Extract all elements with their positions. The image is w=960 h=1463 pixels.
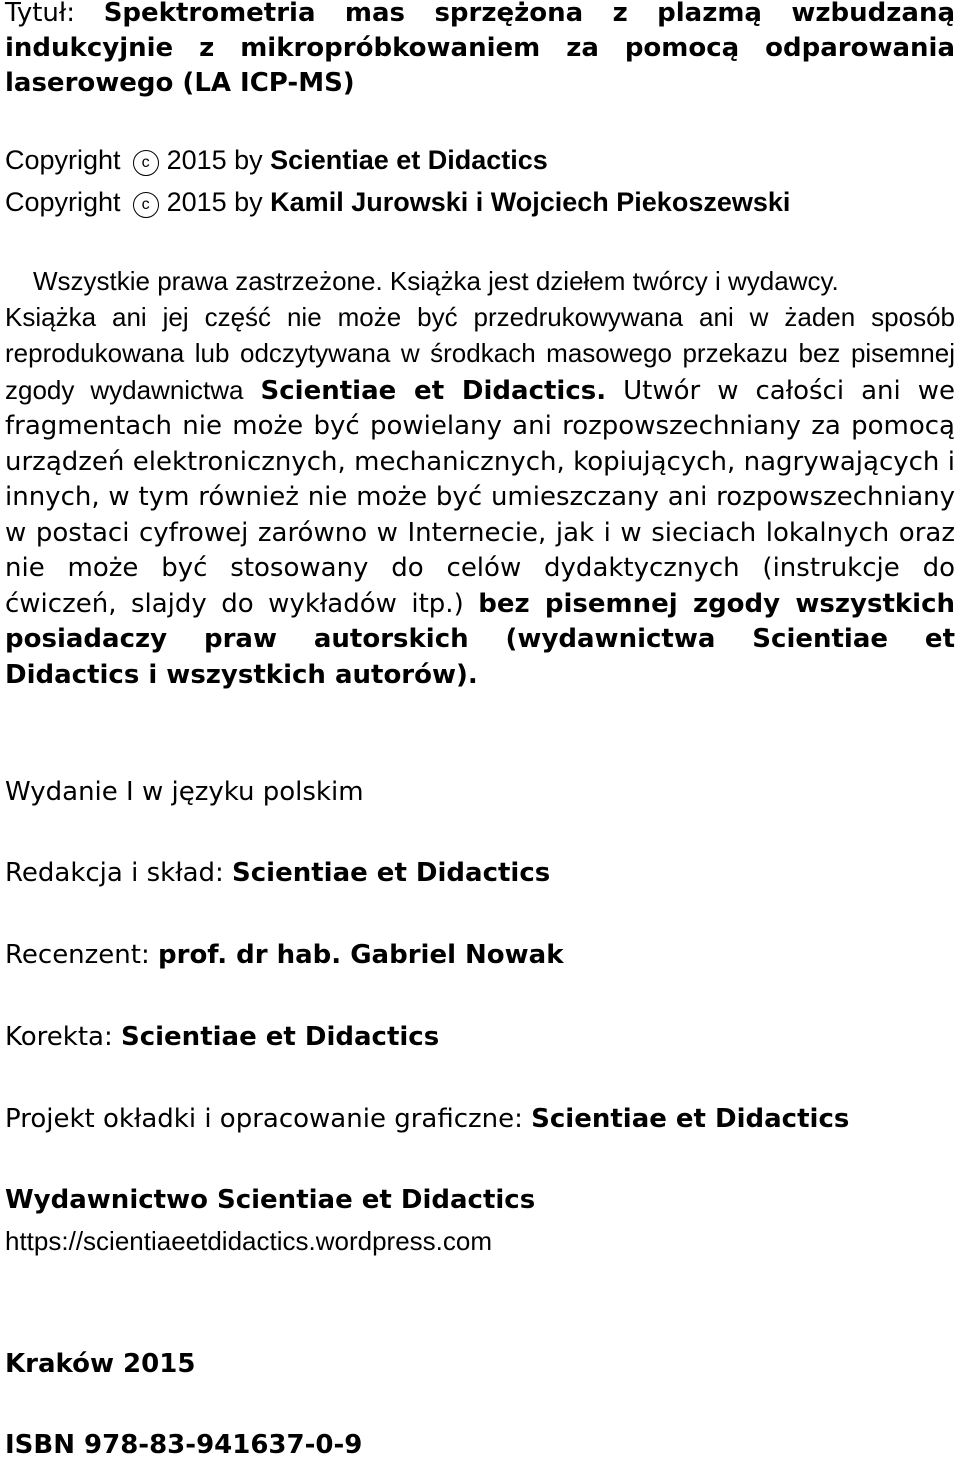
reviewer-line	[5, 937, 955, 973]
rights-reprint-clause: Książka ani jej część nie może być przedrukowywana ani w żaden sposób reprodukowana lub odczytywana w środkach masowego przekazu bez pisemnej zgody wydawnictwa	[5, 301, 955, 405]
cover-value: Scientiae et Didactics	[531, 1104, 850, 1134]
proofreading-line	[5, 1019, 955, 1055]
proofreading-value: Scientiae et Didactics	[121, 1022, 440, 1052]
edition-line	[5, 774, 955, 810]
copyright-icon: c	[133, 150, 159, 176]
book-title: Spektrometria mas sprzężona z plazmą wzbudzaną indukcyjnie z mikropróbkowaniem za pomocą odparowania laserowego (LA ICP-MS)	[5, 0, 956, 98]
editing-value: Scientiae et Didactics	[232, 858, 551, 888]
isbn: ISBN 978-83-941637-0-9	[5, 1430, 363, 1460]
copyright-holder: Scientiae et Didactics	[270, 145, 548, 175]
cover-label: Projekt okładki i opracowanie graficzne:	[5, 1104, 523, 1134]
copyright-prefix: Copyright	[5, 145, 121, 175]
publisher-url-line	[5, 1223, 955, 1259]
copyright-line-publisher	[5, 142, 955, 178]
place-year: Kraków 2015	[5, 1349, 196, 1379]
reviewer-value: prof. dr hab. Gabriel Nowak	[158, 940, 564, 970]
copyright-year: 2015 by	[166, 187, 263, 217]
edition-text: Wydanie I w języku polskim	[5, 777, 364, 807]
place-year-line	[5, 1346, 955, 1382]
publisher-name: Wydawnictwo Scientiae et Didactics	[5, 1185, 536, 1215]
publisher-url: https://scientiaeetdidactics.wordpress.com	[5, 1226, 492, 1256]
rights-publisher-name: Scientiae et Didactics.	[260, 375, 607, 406]
rights-notice	[5, 264, 955, 693]
rights-permission-clause: bez pisemnej zgody wszystkich posiadaczy praw autorskich (wydawnictwa Scientiae et Didactics i wszystkich autorów).	[5, 588, 955, 690]
rights-reproduction-clause: Utwór w całości ani we fragmentach nie może być powielany ani rozpowszechniany za pomocą urządzeń elektronicznych, mechanicznych, kopiujących, nagrywających i innych, w tym również nie może być umieszczany ani rozpowszechniany w postaci cyfrowej zarówno w Internecie, jak i w sieciach lokalnych oraz nie może być stosowany do celów dydaktycznych (instrukcje do ćwiczeń, slajdy do wykładów itp.)	[5, 375, 955, 619]
proofreading-label: Korekta:	[5, 1022, 113, 1052]
book-title-block	[5, 0, 955, 101]
publisher-name-line	[5, 1182, 955, 1218]
rights-statement: Wszystkie prawa zastrzeżone. Książka jest dziełem twórcy i wydawcy.	[33, 266, 839, 296]
editing-label: Redakcja i skład:	[5, 858, 224, 888]
title-label: Tytuł:	[5, 0, 76, 28]
cover-design-line	[5, 1101, 955, 1137]
copyright-prefix: Copyright	[5, 187, 121, 217]
copyright-icon: c	[133, 192, 159, 218]
copyright-year: 2015 by	[166, 145, 263, 175]
editing-line	[5, 855, 955, 891]
reviewer-label: Recenzent:	[5, 940, 150, 970]
isbn-line	[5, 1427, 955, 1463]
copyright-holder: Kamil Jurowski i Wojciech Piekoszewski	[270, 187, 791, 217]
copyright-line-authors	[5, 184, 955, 220]
